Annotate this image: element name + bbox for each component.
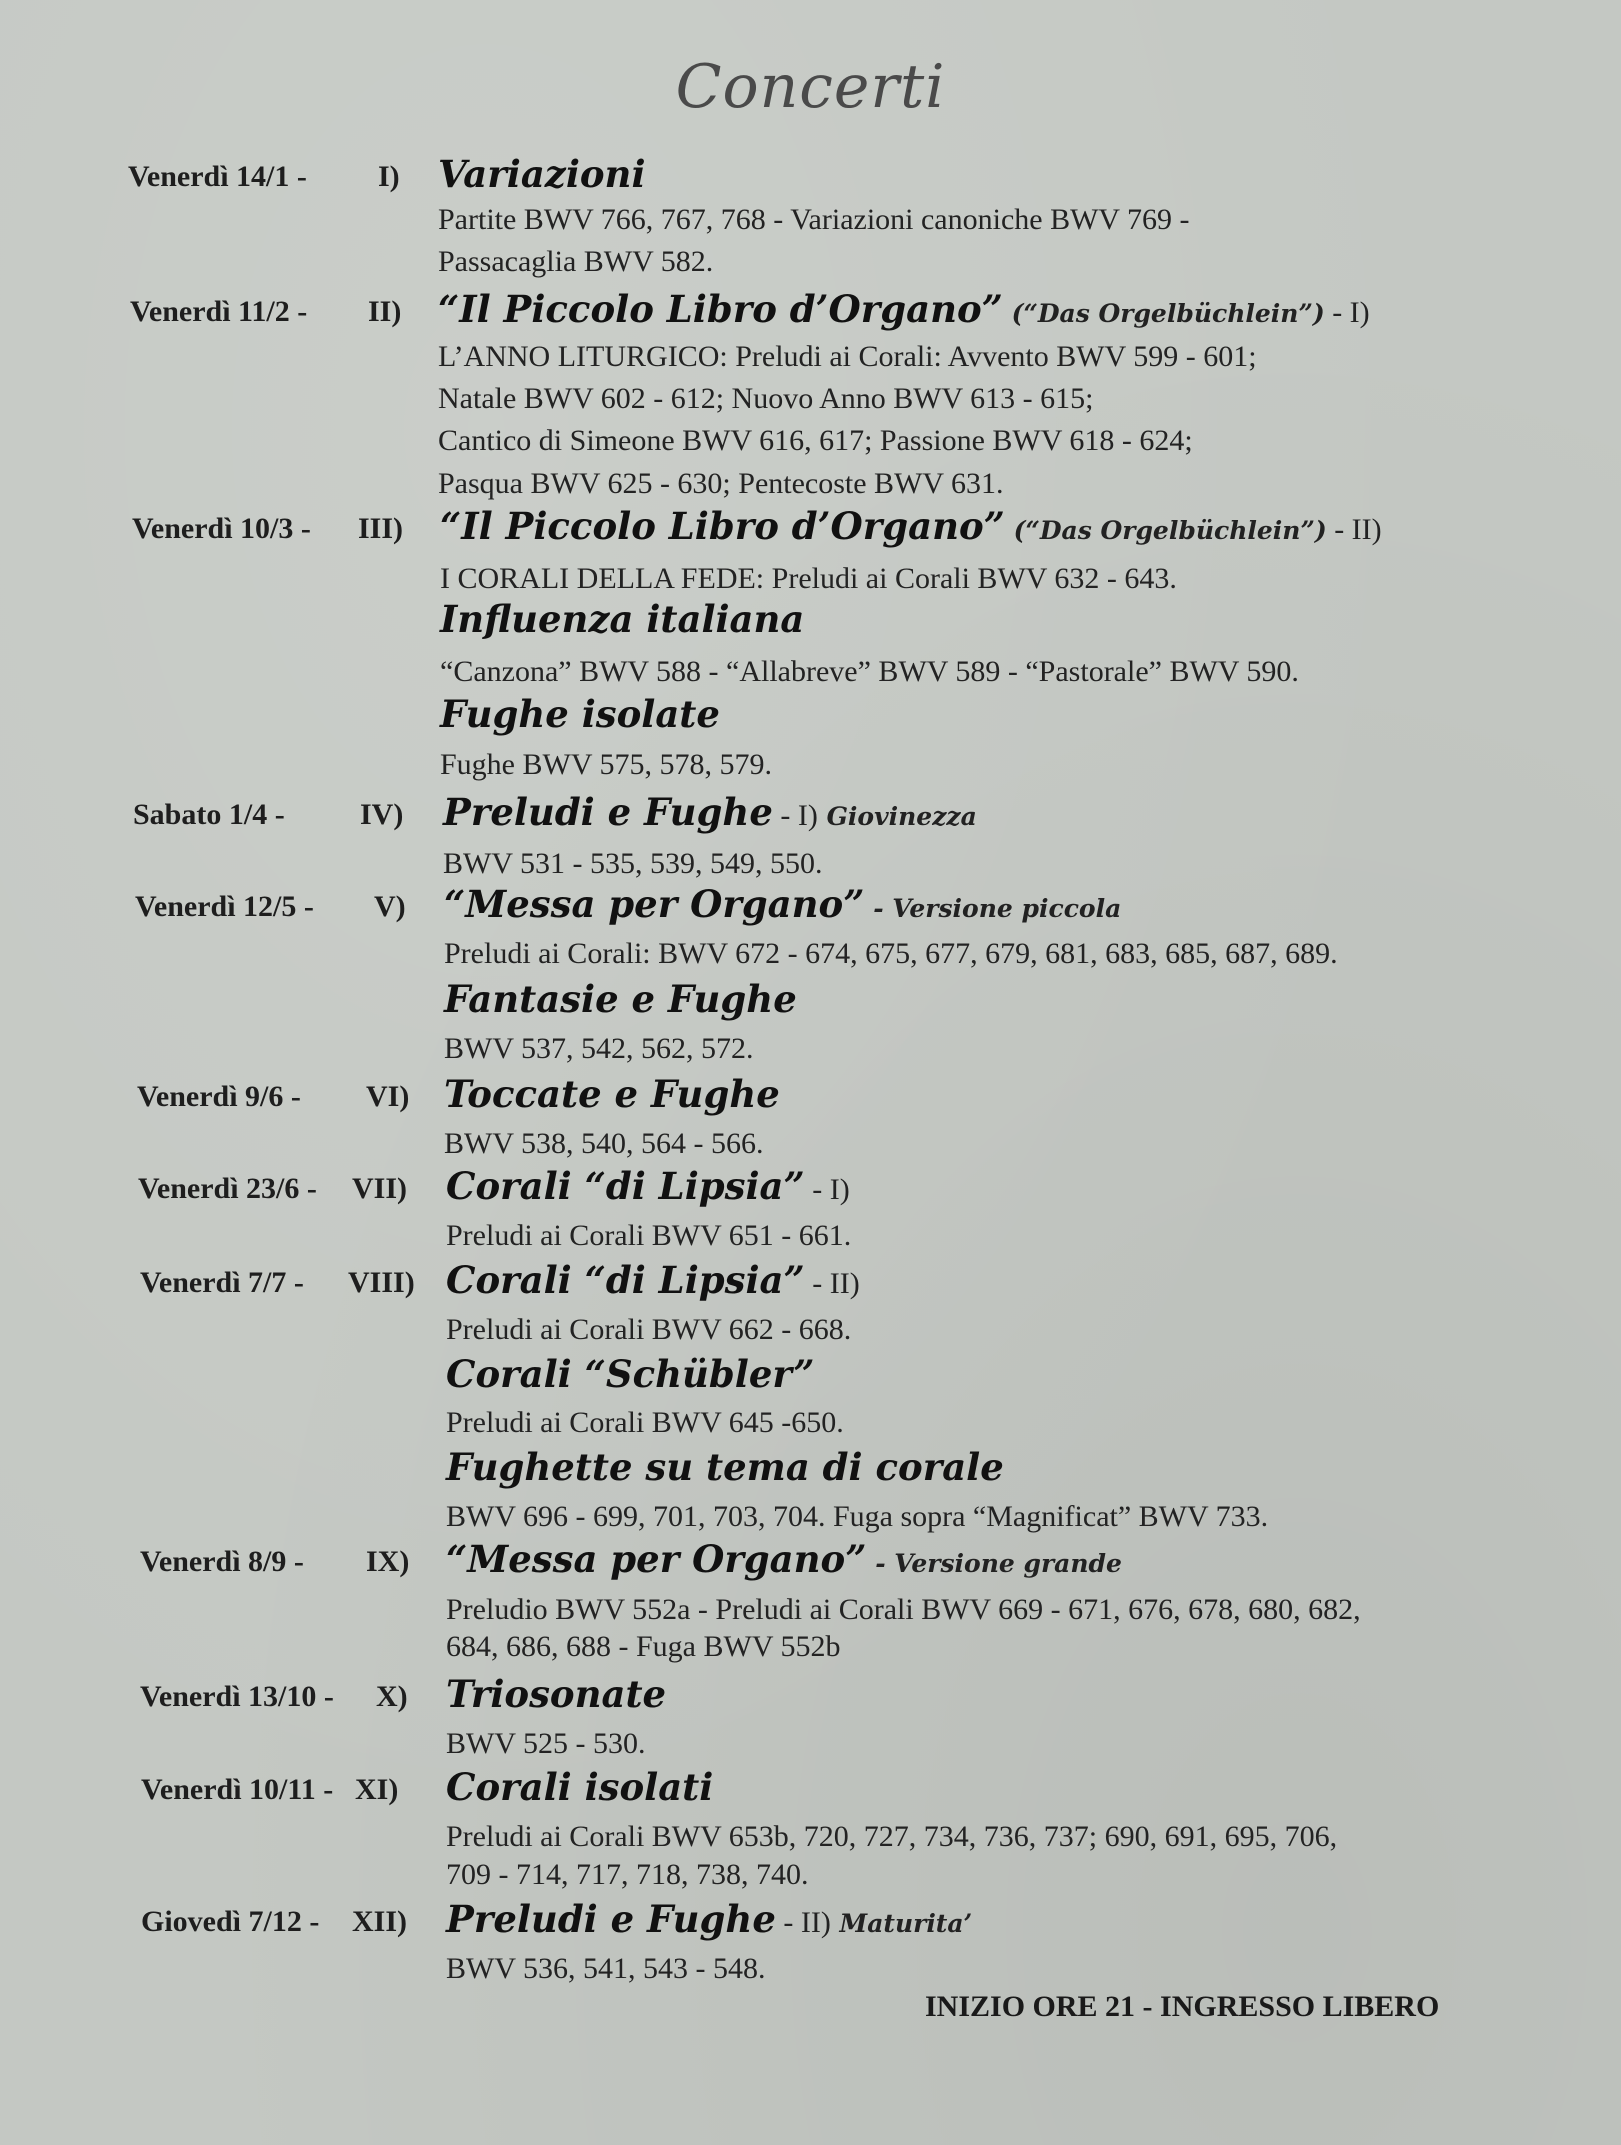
- heading-text: Preludi e Fughe: [443, 790, 773, 834]
- program-details: Preludi ai Corali BWV 651 - 661.: [446, 1219, 852, 1252]
- heading-part: - II): [1326, 513, 1382, 546]
- program-heading: [446, 1537, 1122, 1581]
- program-details: Preludio BWV 552a - Preludi ai Corali BWV 669 - 671, 676, 678, 680, 682,: [446, 1593, 1361, 1626]
- concert-number: IX): [366, 1545, 410, 1578]
- program-heading: [438, 287, 1370, 331]
- heading-part: - II): [804, 1267, 860, 1300]
- heading-subtitle: - Versione piccola: [864, 894, 1122, 923]
- program-details: Preludi ai Corali BWV 662 - 668.: [446, 1313, 852, 1346]
- program-details: Pasqua BWV 625 - 630; Pentecoste BWV 631.: [438, 467, 1004, 500]
- heading-subtitle: (“Das Orgelbüchlein”): [1004, 516, 1327, 545]
- concert-number: VI): [366, 1080, 410, 1113]
- concert-number: III): [358, 512, 404, 545]
- program-details: BWV 537, 542, 562, 572.: [444, 1032, 754, 1065]
- program-details: 709 - 714, 717, 718, 738, 740.: [446, 1858, 809, 1891]
- concert-number: II): [368, 295, 402, 328]
- concert-number: IV): [360, 798, 404, 831]
- program-details: Partite BWV 766, 767, 768 - Variazioni canoniche BWV 769 -: [438, 203, 1190, 236]
- concert-date: Giovedì 7/12 -: [141, 1905, 320, 1938]
- program-details: BWV 536, 541, 543 - 548.: [446, 1952, 766, 1985]
- program-heading: [444, 1072, 780, 1116]
- heading-subtitle: - Versione grande: [866, 1549, 1122, 1578]
- program-details: I CORALI DELLA FEDE: Preludi ai Corali BWV 632 - 643.: [440, 562, 1177, 595]
- program-heading: [444, 882, 1121, 926]
- heading-part: - I): [1324, 296, 1370, 329]
- heading-subtitle: Maturita’: [830, 1909, 973, 1938]
- heading-text: Corali “di Lipsia”: [446, 1164, 805, 1208]
- heading-text: Triosonate: [446, 1672, 667, 1716]
- program-details: Natale BWV 602 - 612; Nuovo Anno BWV 613 - 615;: [438, 382, 1094, 415]
- program-details: BWV 538, 540, 564 - 566.: [444, 1127, 764, 1160]
- heading-subtitle: (“Das Orgelbüchlein”): [1002, 299, 1325, 328]
- program-details: BWV 696 - 699, 701, 703, 704. Fuga sopra “Magnificat” BWV 733.: [446, 1500, 1269, 1533]
- program-heading: [446, 1258, 860, 1302]
- concert-number: X): [376, 1680, 408, 1713]
- heading-text: Preludi e Fughe: [446, 1897, 776, 1941]
- program-details: Preludi ai Corali BWV 653b, 720, 727, 734, 736, 737; 690, 691, 695, 706,: [446, 1820, 1338, 1853]
- program-heading: [444, 977, 797, 1021]
- program-details: Cantico di Simeone BWV 616, 617; Passione BWV 618 - 624;: [438, 424, 1193, 457]
- program-heading: [440, 692, 720, 736]
- heading-text: “Messa per Organo”: [444, 882, 865, 926]
- program-details: Preludi ai Corali BWV 645 -650.: [446, 1406, 844, 1439]
- concert-date: Venerdì 23/6 -: [138, 1172, 317, 1205]
- program-heading: [440, 597, 804, 641]
- concert-number: I): [378, 160, 400, 193]
- concert-date: Venerdì 9/6 -: [137, 1080, 301, 1113]
- program-details: Passacaglia BWV 582.: [438, 245, 714, 278]
- footer-note: INIZIO ORE 21 - INGRESSO LIBERO: [925, 1990, 1440, 2023]
- heading-text: “Il Piccolo Libro d’Organo”: [440, 504, 1005, 548]
- program-heading: [438, 152, 646, 196]
- heading-text: Influenza italiana: [440, 597, 805, 641]
- program-details: BWV 531 - 535, 539, 549, 550.: [443, 847, 823, 880]
- concert-number: XI): [355, 1773, 399, 1806]
- heading-text: Fantasie e Fughe: [444, 977, 797, 1021]
- program-heading: [446, 1445, 1004, 1489]
- heading-subtitle: Giovinezza: [817, 802, 977, 831]
- heading-part: - I): [772, 799, 818, 832]
- program-details: L’ANNO LITURGICO: Preludi ai Corali: Avvento BWV 599 - 601;: [438, 340, 1257, 373]
- heading-text: Corali “Schübler”: [446, 1352, 815, 1396]
- program-heading: [446, 1897, 972, 1941]
- concert-date: Venerdì 10/3 -: [132, 512, 311, 545]
- heading-text: Fughe isolate: [440, 692, 720, 736]
- concert-number: XII): [352, 1905, 408, 1938]
- concert-date: Venerdì 7/7 -: [140, 1266, 304, 1299]
- heading-text: “Messa per Organo”: [446, 1537, 867, 1581]
- program-details: Fughe BWV 575, 578, 579.: [440, 748, 772, 781]
- concert-date: Venerdì 8/9 -: [140, 1545, 304, 1578]
- program-details: “Canzona” BWV 588 - “Allabreve” BWV 589 - “Pastorale” BWV 590.: [440, 655, 1299, 688]
- program-heading: [443, 790, 977, 834]
- concert-number: V): [374, 890, 406, 923]
- heading-text: Toccate e Fughe: [444, 1072, 780, 1116]
- concert-date: Venerdì 12/5 -: [135, 890, 314, 923]
- concert-date: Venerdì 14/1 -: [128, 160, 307, 193]
- heading-text: Variazioni: [438, 152, 646, 196]
- concert-number: VIII): [348, 1266, 415, 1299]
- heading-text: Corali “di Lipsia”: [446, 1258, 805, 1302]
- heading-text: Corali isolati: [446, 1765, 714, 1809]
- program-heading: [446, 1672, 666, 1716]
- program-details: 684, 686, 688 - Fuga BWV 552b: [446, 1630, 841, 1663]
- program-heading: [446, 1352, 815, 1396]
- heading-part: - II): [775, 1906, 831, 1939]
- concert-date: Venerdì 11/2 -: [130, 295, 308, 328]
- program-details: Preludi ai Corali: BWV 672 - 674, 675, 677, 679, 681, 683, 685, 687, 689.: [444, 937, 1338, 970]
- heading-text: “Il Piccolo Libro d’Organo”: [438, 287, 1003, 331]
- concert-number: VII): [352, 1172, 408, 1205]
- heading-part: - I): [804, 1173, 850, 1206]
- heading-text: Fughette su tema di corale: [446, 1445, 1004, 1489]
- program-details: BWV 525 - 530.: [446, 1727, 646, 1760]
- concert-date: Venerdì 10/11 -: [141, 1773, 334, 1806]
- program-heading: [446, 1765, 713, 1809]
- program-heading: [446, 1164, 850, 1208]
- concert-date: Sabato 1/4 -: [133, 798, 285, 831]
- concert-date: Venerdì 13/10 -: [140, 1680, 334, 1713]
- program-heading: [440, 504, 1382, 548]
- page-title: Concerti: [675, 52, 946, 122]
